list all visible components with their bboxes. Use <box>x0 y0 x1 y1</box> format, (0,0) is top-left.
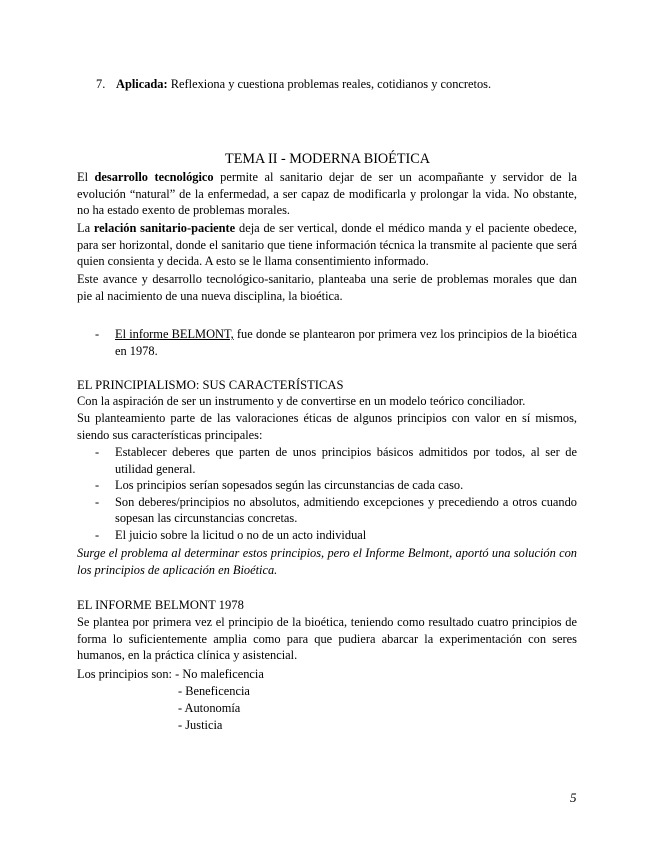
list-item-text: El juicio sobre la licitud o no de un acto individual <box>115 527 367 542</box>
p1-text-b: permite al sanitario dejar de ser un acompañante y servidor de la evolución “natural” de la enfermedad, a ser capaz de modificarla y prolongar la vida. No obstante, no ha estado exento de problemas morales. <box>77 170 578 218</box>
paragraph-avance: Este avance y desarrollo tecnológico-sanitario, planteaba una serie de problemas morales que dan pie al nacimiento de una nueva disciplina, la bioética. <box>77 272 577 303</box>
item-number: 7. <box>96 77 106 91</box>
page-number: 5 <box>570 790 577 805</box>
section-title: TEMA II - MODERNA BIOÉTICA <box>225 151 430 167</box>
numbered-item-7 <box>96 76 566 93</box>
principles-lead: Los principios son: <box>77 667 176 681</box>
list-item-text: Establecer deberes que parten de unos principios básicos admitidos por todos, al ser de utilidad general. <box>115 445 577 476</box>
p2-text-a: La <box>77 221 94 235</box>
paragraph-belmont: Se plantea por primera vez el principio de la bioética, teniendo como resultado cuatro principios de forma lo suficientemente amplia como para que pudiera abarcar la experimentación con seres humanos, en la práctica clínica y asistencial. <box>77 615 577 663</box>
dash-marker: - <box>95 494 100 509</box>
paragraph-planteamiento: Su planteamiento parte de las valoraciones éticas de algunos principios con valor en sí mismos, siendo sus características principales: <box>77 411 577 442</box>
italic-note: Surge el problema al determinar estos principios, pero el Informe Belmont, aportó una solución con los principios de aplicación en Bioética. <box>77 546 577 577</box>
list-item <box>77 666 264 683</box>
list-item-text: Los principios serían sopesados según las circunstancias de cada caso. <box>115 478 464 493</box>
p2-text-b: deja de ser vertical, donde el médico manda y el paciente obedece, para ser horizontal, donde el sanitario que tiene información técnica la transmite al paciente que será quien consienta y decida. A esto se le llama consentimiento informado. <box>77 221 577 269</box>
list-item: - Justicia <box>178 718 223 732</box>
dash-marker: - <box>95 478 100 493</box>
dash-marker: - <box>95 327 100 341</box>
heading-belmont: EL INFORME BELMONT 1978 <box>77 598 244 612</box>
underlined-text: El informe BELMONT, <box>115 327 234 341</box>
p1-text-a: El <box>77 170 95 184</box>
list-item: - Autonomía <box>178 701 241 715</box>
heading-principialismo: EL PRINCIPIALISMO: SUS CARACTERÍSTICAS <box>77 378 344 392</box>
list-item <box>77 477 577 494</box>
list-item-text: Son deberes/principios no absolutos, admitiendo excepciones y precediendo a otros cuando sopesan las circunstancias concretas. <box>115 494 577 526</box>
list-item <box>77 527 577 544</box>
list-item-text: fue donde se plantearon por primera vez los principios de la bioética en 1978. <box>115 327 577 358</box>
dash-marker: - <box>95 445 100 459</box>
belmont-list <box>77 326 577 359</box>
list-item <box>77 494 577 527</box>
list-item <box>77 444 577 477</box>
paragraph-desarrollo <box>77 169 577 219</box>
p1-bold: desarrollo tecnológico <box>94 170 214 184</box>
characteristics-list <box>77 444 577 544</box>
list-item <box>77 326 577 359</box>
paragraph-relacion <box>77 220 577 270</box>
item-bold-label: Aplicada: <box>116 77 168 91</box>
p2-bold: relación sanitario-paciente <box>93 221 236 235</box>
list-item: - Beneficencia <box>178 684 250 698</box>
paragraph-aspiracion: Con la aspiración de ser un instrumento y de convertirse en un modelo teórico conciliador. <box>77 394 526 408</box>
principles-list <box>77 666 264 734</box>
dash-marker: - <box>95 527 100 542</box>
item-text: Reflexiona y cuestiona problemas reales, cotidianos y concretos. <box>167 77 492 91</box>
principle-item: - No maleficencia <box>175 667 264 681</box>
